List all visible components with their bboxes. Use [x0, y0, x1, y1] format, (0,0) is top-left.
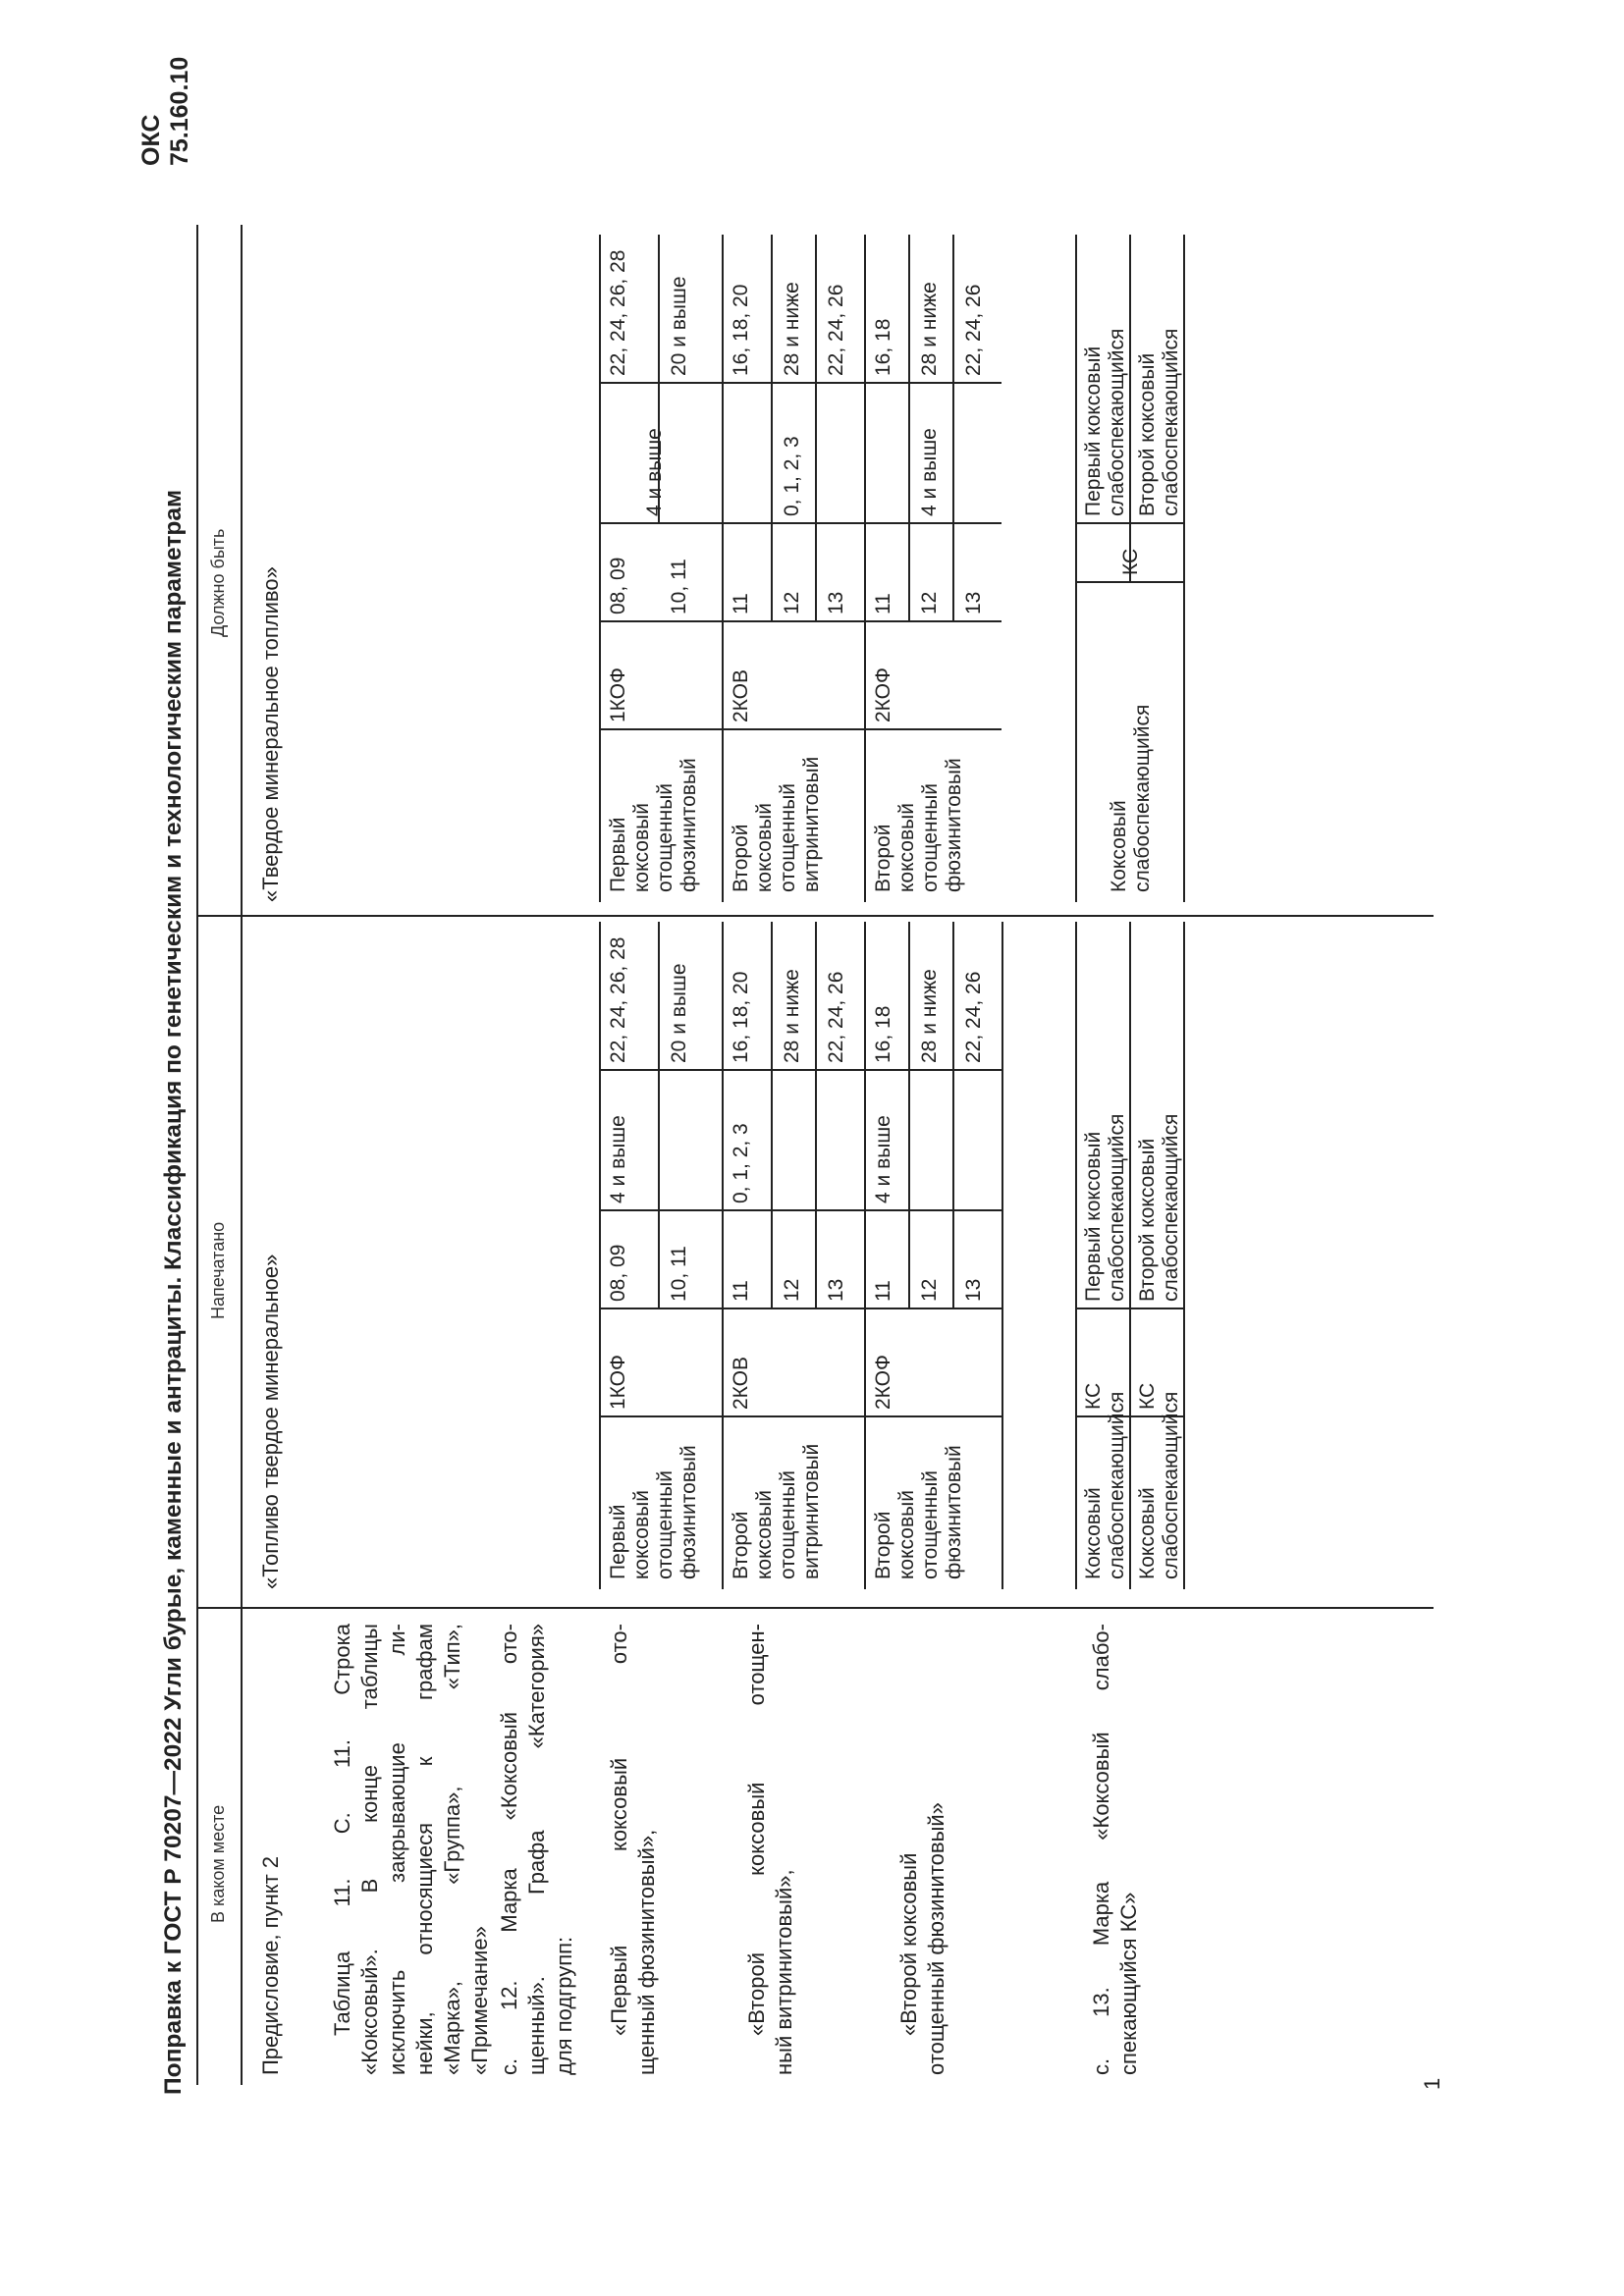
ko-name-2	[730, 1444, 824, 1579]
ko-group: 10, 11	[668, 559, 690, 614]
ko-category: 20 и выше	[668, 963, 690, 1063]
text-line: «Второй коксовый	[896, 1852, 921, 2036]
rule	[815, 235, 817, 622]
ko-class: 0, 1, 2, 3	[730, 1123, 752, 1203]
text-line: отощенный	[654, 1469, 677, 1579]
text-line: отощенный	[777, 1469, 799, 1579]
rule	[1075, 235, 1077, 902]
text-line: Первый	[607, 1504, 629, 1579]
ko-group: 12	[781, 1278, 803, 1302]
text-line: щенный». Графа «Категория»	[524, 1624, 549, 2075]
ko-category: 16, 18	[872, 318, 894, 376]
ko-category: 22, 24, 26	[825, 284, 847, 376]
text-line: «Второй коксовый отощен-	[744, 1624, 769, 2036]
text-line: «Марка», «Группа», «Тип»,	[440, 1624, 464, 2075]
text-line: фюзинитовый	[943, 1445, 965, 1579]
ko-category: 28 и ниже	[781, 282, 803, 376]
text-line: витринитовый	[800, 756, 823, 892]
rule	[1075, 1308, 1183, 1310]
should-preface: «Твердое минеральное топливо»	[258, 566, 283, 902]
printed-preface: «Топливо твердое минеральное»	[258, 1254, 283, 1589]
rule	[599, 1210, 1001, 1212]
text-line: Коксовый	[1136, 1487, 1159, 1579]
text-line: отощенный фюзинитовый»	[924, 1802, 948, 2075]
rule	[1129, 235, 1131, 583]
text-line: Второй	[872, 1511, 894, 1579]
ko-name-1	[607, 758, 701, 892]
text-line: «Коксовый». В конце таблицы	[357, 1624, 382, 2075]
ko-class: 4 и выше	[918, 428, 941, 516]
text-line: слабоспекающийся	[1106, 328, 1128, 516]
ko-group: 13	[962, 591, 985, 614]
ko-code-2: 2КОВ	[730, 1356, 752, 1410]
text-line: Второй	[872, 824, 894, 892]
ko-category: 22, 24, 26	[962, 971, 985, 1063]
text-line: щенный фюзинитовый»,	[634, 1829, 659, 2075]
rule	[599, 1308, 1001, 1310]
ko-class: 0, 1, 2, 3	[781, 436, 803, 516]
ks-code: КС	[1082, 1382, 1105, 1410]
ks-subgroup	[1082, 329, 1129, 516]
ko-name-3	[872, 1445, 966, 1579]
ks-subgroup	[1136, 1114, 1183, 1302]
where-koks-otoshch	[496, 1624, 578, 2075]
text-line: фюзинитовый	[677, 1445, 700, 1579]
ko-category: 16, 18, 20	[730, 284, 752, 376]
rule	[908, 922, 910, 1309]
rule	[771, 235, 773, 622]
rule	[1075, 523, 1183, 525]
where-sub1	[606, 1624, 661, 2075]
text-line: отощенный	[777, 782, 799, 892]
ko-category: 22, 24, 26, 28	[607, 936, 629, 1063]
text-line: фюзинитовый	[943, 758, 965, 892]
ko-group: 13	[825, 591, 847, 614]
ko-group: 12	[781, 591, 803, 614]
column-divider-printed	[196, 916, 1434, 918]
text-line: отощенный	[919, 1469, 942, 1579]
text-line: отощенный	[919, 782, 942, 892]
rule	[952, 922, 954, 1309]
text-line: Второй	[730, 824, 752, 892]
where-table11	[329, 1624, 494, 2075]
rule	[599, 383, 1001, 385]
ko-group: 12	[918, 591, 941, 614]
ko-category: 22, 24, 26	[825, 971, 847, 1063]
ko-group: 11	[872, 1280, 894, 1302]
where-sub3	[895, 1624, 950, 2075]
ko-code-3: 2КОФ	[872, 1355, 894, 1410]
ko-name-1	[607, 1445, 701, 1579]
ks-name	[1136, 1392, 1183, 1579]
text-line: Коксовый	[1108, 800, 1130, 892]
table-header-border	[241, 225, 243, 2085]
rule	[864, 922, 866, 1589]
ko-code-1: 1КОФ	[607, 1355, 629, 1410]
ks-name	[1082, 1392, 1129, 1579]
text-line: Первый коксовый	[1082, 346, 1105, 516]
ko-category: 16, 18, 20	[730, 971, 752, 1063]
rule	[599, 922, 601, 1589]
text-line: слабоспекающийся	[1160, 328, 1182, 516]
ko-code-3: 2КОФ	[872, 667, 894, 722]
text-line: Коксовый	[1082, 1487, 1105, 1579]
text-line: коксовый	[630, 1490, 653, 1579]
ko-class: 4 и выше	[643, 428, 666, 516]
ko-category: 28 и ниже	[918, 969, 941, 1063]
text-line: Второй коксовый	[1136, 1138, 1159, 1302]
ko-name-3	[872, 758, 966, 892]
ko-category: 22, 24, 26, 28	[607, 249, 629, 376]
page-number: 1	[1420, 2077, 1444, 2090]
rule	[1183, 922, 1185, 1589]
text-line: коксовый	[895, 1490, 918, 1579]
text-line: витринитовый	[800, 1443, 823, 1579]
ko-group: 11	[730, 593, 752, 614]
text-line: нейки, относящиеся к графам	[412, 1624, 437, 2075]
header-should-be: Должно быть	[208, 528, 228, 637]
text-line: слабоспекающийся	[1160, 1113, 1182, 1302]
text-line: отощенный	[654, 782, 677, 892]
text-line: коксовый	[895, 803, 918, 892]
rule	[1001, 922, 1003, 1589]
rule	[1183, 235, 1185, 902]
text-line: фюзинитовый	[677, 758, 700, 892]
text-line: для подгрупп:	[552, 1936, 576, 2075]
rule	[599, 523, 1001, 525]
rule	[864, 235, 866, 902]
ko-category: 28 и ниже	[918, 282, 941, 376]
rule	[599, 621, 1001, 623]
rule	[1129, 922, 1131, 1589]
ko-category: 28 и ниже	[781, 969, 803, 1063]
ko-group: 08, 09	[607, 1244, 629, 1302]
ks-name	[1108, 705, 1155, 892]
text-line: Второй коксовый	[1136, 352, 1159, 516]
ks-code: КС	[1136, 1382, 1159, 1410]
header-where: В каком месте	[208, 1804, 228, 1923]
rule	[1075, 582, 1183, 584]
text-line: ный витринитовый»,	[772, 1869, 796, 2075]
text-line: исключить закрывающие ли-	[385, 1624, 409, 2075]
ks-subgroup	[1136, 329, 1183, 516]
text-line: «Первый коксовый ото-	[607, 1624, 631, 2036]
ko-code-1: 1КОФ	[607, 667, 629, 722]
table-top-border	[196, 225, 198, 2085]
text-line: с. 13. Марка «Коксовый слабо-	[1089, 1624, 1113, 2075]
rule	[722, 922, 724, 1589]
ko-class: 4 и выше	[872, 1115, 894, 1203]
text-line: коксовый	[630, 803, 653, 892]
text-line: слабоспекающийся	[1131, 704, 1154, 892]
ko-category: 20 и выше	[668, 276, 690, 376]
text-line: коксовый	[753, 1490, 776, 1579]
rule	[815, 922, 817, 1309]
ko-group: 08, 09	[607, 557, 629, 614]
where-preface: Предисловие, пункт 2	[258, 1855, 283, 2075]
text-line: с. 12. Марка «Коксовый ото-	[497, 1624, 521, 2075]
rule	[908, 235, 910, 622]
where-sub2	[743, 1624, 798, 2075]
text-line: слабоспекающийся	[1160, 1391, 1182, 1579]
column-divider-where	[196, 1608, 1434, 1610]
rule	[599, 235, 601, 902]
text-line: слабоспекающийся	[1106, 1113, 1128, 1302]
ks-code: КС	[1119, 548, 1142, 575]
ko-group: 13	[825, 1278, 847, 1302]
text-line: Первый коксовый	[1082, 1131, 1105, 1302]
rule	[658, 922, 660, 1309]
text-line: Таблица 11. С. 11. Строка	[330, 1624, 354, 2036]
ko-group: 11	[872, 593, 894, 614]
header-printed: Напечатано	[208, 1221, 228, 1319]
rule	[1075, 922, 1077, 1589]
text-line: Второй	[730, 1511, 752, 1579]
where-ks	[1088, 1624, 1143, 2075]
rule	[599, 729, 1001, 731]
ko-group: 10, 11	[668, 1246, 690, 1302]
rule	[599, 1070, 1001, 1072]
ko-code-2: 2КОВ	[730, 668, 752, 722]
text-line: слабоспекающийся	[1106, 1391, 1128, 1579]
ko-name-2	[730, 757, 824, 892]
ko-group: 12	[918, 1278, 941, 1302]
ko-class: 4 и выше	[607, 1115, 629, 1203]
ko-group: 13	[962, 1278, 985, 1302]
text-line: «Примечание»	[467, 1926, 492, 2075]
ko-group: 11	[730, 1280, 752, 1302]
rule	[599, 1416, 1001, 1418]
text-line: Первый	[607, 817, 629, 892]
text-line: коксовый	[753, 803, 776, 892]
ocs-code: ОКС 75.160.10	[137, 56, 193, 166]
rule	[952, 235, 954, 622]
ko-category: 22, 24, 26	[962, 284, 985, 376]
document-title: Поправка к ГОСТ Р 70207—2022 Угли бурые, каменные и антрациты. Классификация по генетическим и технологическим параметрам	[160, 489, 187, 2095]
text-line: спекающийся КС»	[1116, 1892, 1141, 2075]
ks-subgroup	[1082, 1114, 1129, 1302]
rule	[722, 235, 724, 902]
rule	[771, 922, 773, 1309]
ko-category: 16, 18	[872, 1005, 894, 1063]
